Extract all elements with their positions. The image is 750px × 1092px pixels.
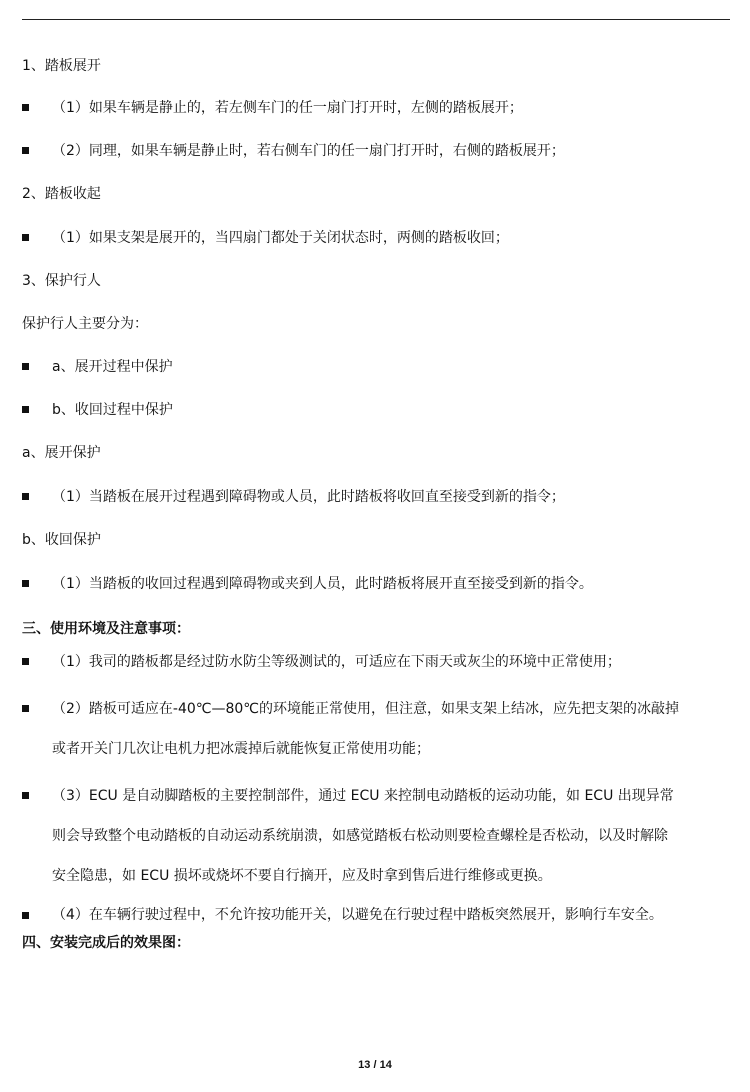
heading-a: a、展开保护	[22, 445, 101, 461]
header-rule	[22, 19, 730, 20]
list-item: （2）同理，如果车辆是静止时，若右侧车门的任一扇门打开时，右侧的踏板展开；	[52, 143, 565, 159]
heading-3: 3、保护行人	[22, 273, 101, 289]
list-item: （1）当踏板的收回过程遇到障碍物或夹到人员，此时踏板将展开直至接受到新的指令。	[52, 576, 593, 592]
list-item: （2）踏板可适应在-40℃—80℃的环境能正常使用，但注意，如果支架上结冰，应先把支架的冰敲掉	[52, 701, 680, 717]
heading-2: 2、踏板收起	[22, 186, 101, 202]
list-item-continuation: 安全隐患，如 ECU 损坏或烧坏不要自行摘开，应及时拿到售后进行维修或更换。	[52, 868, 552, 884]
list-item: （1）当踏板在展开过程遇到障碍物或人员，此时踏板将收回直至接受到新的指令；	[52, 489, 565, 505]
heading-1: 1、踏板展开	[22, 58, 101, 74]
list-item: （1）我司的踏板都是经过防水防尘等级测试的，可适应在下雨天或灰尘的环境中正常使用；	[52, 654, 621, 670]
heading-b: b、收回保护	[22, 532, 101, 548]
section-heading-3: 三、使用环境及注意事项：	[22, 621, 190, 637]
list-item: b、收回过程中保护	[52, 402, 173, 418]
list-item: （4）在车辆行驶过程中，不允许按功能开关，以避免在行驶过程中踏板突然展开，影响行车安全。	[52, 907, 663, 923]
paragraph: 保护行人主要分为：	[22, 316, 148, 332]
list-item: a、展开过程中保护	[52, 359, 173, 375]
list-item: （1）如果车辆是静止的，若左侧车门的任一扇门打开时，左侧的踏板展开；	[52, 100, 523, 116]
list-item-continuation: 或者开关门几次让电机力把冰震掉后就能恢复正常使用功能；	[52, 741, 430, 757]
list-item: （1）如果支架是展开的，当四扇门都处于关闭状态时，两侧的踏板收回；	[52, 230, 509, 246]
list-item-continuation: 则会导致整个电动踏板的自动运动系统崩溃，如感觉踏板右松动则要检查螺栓是否松动，以及时解除	[52, 828, 668, 844]
section-heading-4: 四、安装完成后的效果图：	[22, 935, 190, 951]
page-number: 13 / 14	[358, 1059, 392, 1071]
list-item: （3）ECU 是自动脚踏板的主要控制部件，通过 ECU 来控制电动踏板的运动功能，如 ECU 出现异常	[52, 788, 674, 804]
